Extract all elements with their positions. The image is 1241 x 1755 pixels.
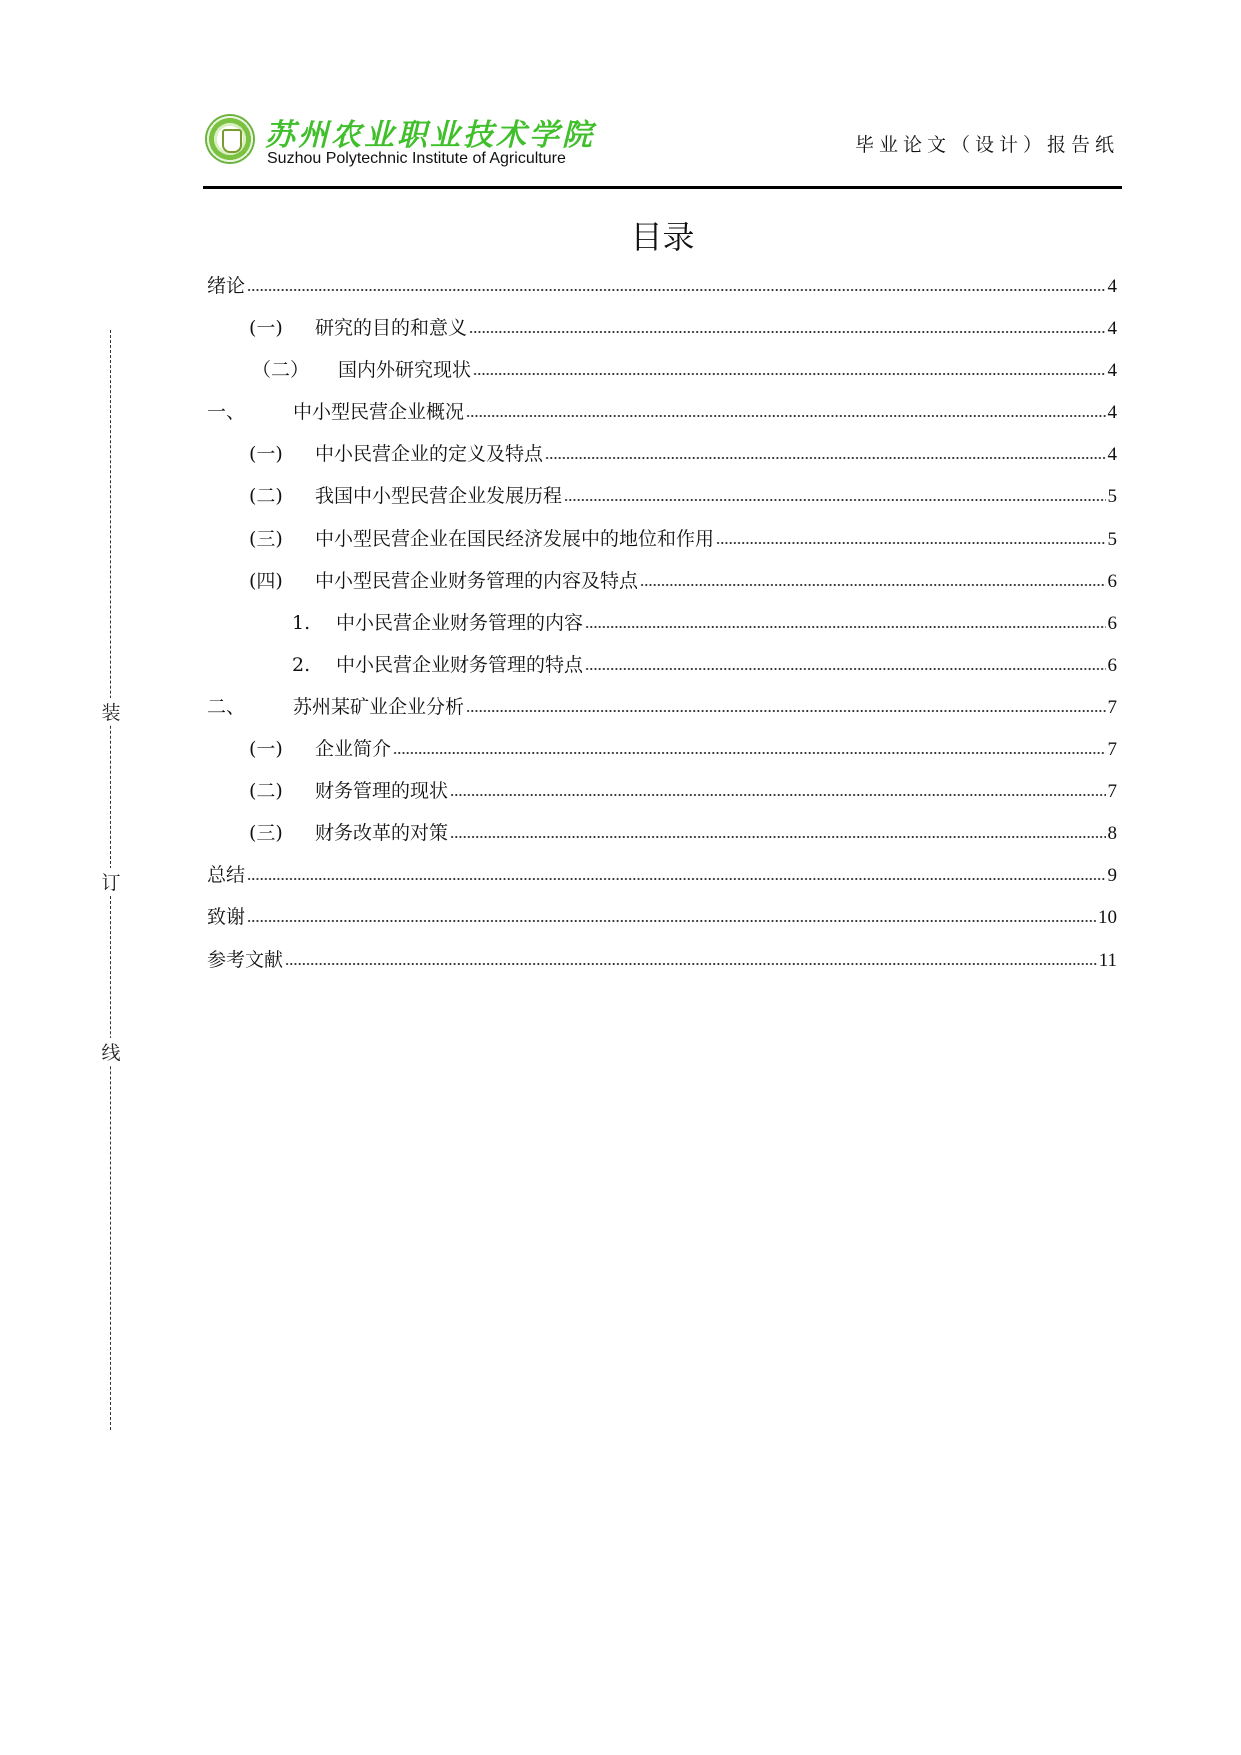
- toc-entry-text: 我国中小型民营企业发展历程: [315, 485, 563, 508]
- header-rule: [203, 186, 1122, 189]
- toc-entry-page: 7: [1107, 739, 1117, 761]
- toc-leader: [473, 370, 1105, 376]
- toc-entry-text: 中小型民营企业财务管理的内容及特点: [315, 569, 639, 592]
- toc-entry-page: 4: [1107, 444, 1117, 466]
- toc-entry-text: 财务管理的现状: [315, 780, 449, 803]
- toc-entry-number: 1.: [292, 611, 311, 634]
- binding-char-xian: 线: [99, 1038, 123, 1065]
- toc-leader: [545, 454, 1105, 460]
- toc-entry-page: 6: [1107, 612, 1117, 634]
- toc-entry[interactable]: [207, 358, 1117, 400]
- toc-entry-text: 研究的目的和意义: [315, 317, 468, 340]
- toc-entry-text: 中小民营企业财务管理的内容: [336, 611, 584, 634]
- toc-entry[interactable]: [207, 484, 1117, 526]
- toc-entry-page: 11: [1098, 949, 1117, 971]
- toc-entry[interactable]: [207, 527, 1117, 569]
- toc-entry-text: 中小型民营企业概况: [293, 401, 465, 424]
- toc-leader: [285, 960, 1097, 966]
- school-emblem-icon: [205, 114, 255, 164]
- toc-entry-text: 企业简介: [315, 738, 392, 761]
- toc-entry-text: 参考文献: [207, 948, 284, 971]
- school-name-cn: 苏州农业职业技术学院: [265, 118, 595, 153]
- toc-entry-number: 二、: [207, 695, 246, 718]
- binding-char-zhuang: 装: [99, 698, 123, 725]
- toc-entry-text: 中小型民营企业在国民经济发展中的地位和作用: [315, 527, 715, 550]
- toc-entry-page: 4: [1107, 402, 1117, 424]
- toc-entry-page: 4: [1107, 318, 1117, 340]
- toc-entry[interactable]: [207, 863, 1117, 905]
- toc-entry-text: 苏州某矿业企业分析: [293, 695, 465, 718]
- table-of-contents: [207, 274, 1117, 990]
- toc-entry-page: 6: [1107, 570, 1117, 592]
- toc-entry[interactable]: [207, 653, 1117, 695]
- toc-entry[interactable]: [207, 948, 1117, 990]
- toc-entry-number: (二): [249, 780, 283, 803]
- toc-entry[interactable]: [207, 695, 1117, 737]
- toc-entry-page: 6: [1107, 654, 1117, 676]
- toc-entry-page: 8: [1107, 823, 1117, 845]
- toc-entry-text: 致谢: [207, 906, 246, 929]
- school-name-en: Suzhou Polytechnic Institute of Agriculture: [267, 150, 566, 167]
- binding-char-ding: 订: [99, 868, 123, 895]
- toc-entry-page: 4: [1107, 276, 1117, 297]
- toc-entry-number: (一): [249, 317, 283, 340]
- toc-entry-text: 总结: [207, 864, 246, 887]
- toc-leader: [247, 917, 1096, 923]
- toc-leader: [247, 286, 1105, 292]
- toc-entry-number: (三): [249, 822, 283, 845]
- toc-leader: [247, 875, 1105, 881]
- toc-entry-page: 7: [1107, 696, 1117, 718]
- toc-entry-number: (一): [249, 738, 283, 761]
- toc-entry-number: (二): [249, 485, 283, 508]
- toc-leader: [564, 496, 1105, 502]
- toc-title: 目录: [630, 218, 695, 256]
- toc-entry-page: 5: [1107, 528, 1117, 550]
- toc-entry-number: 2.: [292, 653, 311, 676]
- toc-entry-text: 国内外研究现状: [338, 359, 472, 382]
- toc-leader: [585, 665, 1105, 671]
- toc-entry[interactable]: [207, 316, 1117, 358]
- toc-entry-page: 4: [1107, 360, 1117, 382]
- toc-entry-text: 绪论: [207, 275, 246, 297]
- binding-line: [101, 330, 121, 1430]
- toc-leader: [450, 833, 1105, 839]
- toc-leader: [469, 328, 1105, 334]
- toc-entry[interactable]: [207, 737, 1117, 779]
- page-header: [203, 108, 1123, 188]
- toc-leader: [466, 412, 1105, 418]
- toc-entry-text: 财务改革的对策: [315, 822, 449, 845]
- toc-entry-number: 一、: [207, 401, 246, 424]
- toc-entry-number: (三): [249, 527, 283, 550]
- toc-entry[interactable]: [207, 569, 1117, 611]
- toc-entry[interactable]: [207, 779, 1117, 821]
- toc-entry-page: 10: [1098, 907, 1117, 929]
- toc-entry[interactable]: [207, 400, 1117, 442]
- toc-entry[interactable]: [207, 442, 1117, 484]
- toc-entry[interactable]: [207, 274, 1117, 316]
- toc-leader: [450, 791, 1105, 797]
- toc-leader: [640, 581, 1105, 587]
- toc-entry-number: (四): [249, 569, 283, 592]
- toc-entry-text: 中小民营企业财务管理的特点: [336, 653, 584, 676]
- toc-entry[interactable]: [207, 611, 1117, 653]
- toc-entry-number: (一): [249, 443, 283, 466]
- toc-entry-text: 中小民营企业的定义及特点: [315, 443, 544, 466]
- toc-entry[interactable]: [207, 905, 1117, 947]
- toc-leader: [716, 539, 1105, 545]
- toc-entry-number: （二）: [252, 359, 310, 382]
- toc-entry[interactable]: [207, 821, 1117, 863]
- paper-label: 毕业论文（设计）报告纸: [854, 134, 1119, 156]
- toc-leader: [585, 623, 1105, 629]
- toc-entry-page: 7: [1107, 781, 1117, 803]
- toc-leader: [393, 749, 1105, 755]
- toc-leader: [466, 707, 1105, 713]
- toc-entry-page: 5: [1107, 486, 1117, 508]
- toc-entry-page: 9: [1107, 865, 1117, 887]
